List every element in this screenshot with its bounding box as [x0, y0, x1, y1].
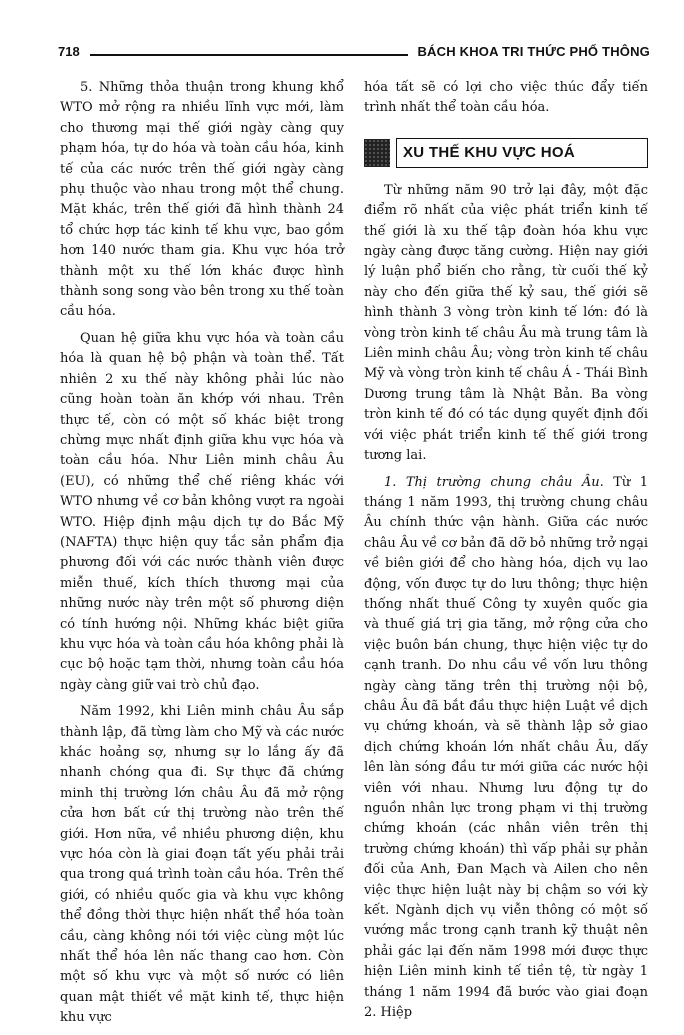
- paragraph: [364, 473, 648, 1024]
- page-number: 718: [58, 44, 80, 59]
- section-marker-icon: [364, 139, 390, 167]
- item-lead: 1. Thị trường chung châu Âu.: [384, 474, 604, 490]
- section-title: XU THẾ KHU VỰC HOÁ: [403, 143, 576, 161]
- paragraph: 5. Những thỏa thuận trong khung khổ WTO mở rộng ra nhiều lĩnh vực mới, làm cho thương mại thế giới ngày càng quy phạm hóa, tự do hóa và toàn cầu hóa, kinh tế của các nước trên thế giới ngày càng phụ thuộc vào nhau trong một thể chung. Mặt khác, trên thế giới đã hình thành 24 tổ chức hợp tác kinh tế khu vực, bao gồm hơn 140 nước tham gia. Khu vực hóa trở thành một xu thế lớn khác được hình thành song song vào bên trong xu thế toàn cầu hóa.: [60, 80, 344, 320]
- item-body: Từ 1 tháng 1 năm 1993, thị trường chung châu Âu chính thức vận hành. Giữa các nước châu Âu về cơ bản đã dỡ bỏ những trở ngại về biên giới để cho hàng hóa, dịch vụ lao động, vốn được tự do lưu thông; thực hiện thống nhất thuế Công ty xuyên quốc gia và thuế giá trị gia tăng, mở rộng cửa cho việc buôn bán chung, thực hiện việc tự do cạnh tranh. Do nhu cầu về vốn lưu thông ngày càng tăng trên thị trường nội bộ, châu Âu đã bắt đầu thực hiện Luật về dịch vụ chứng khoán, và sẽ thành lập sở giao dịch chứng khoán lớn nhất châu Âu, dấy lên làn sóng đầu tư mới giữa các nước hội viên với nhau. Nhưng lưu động tự do nguồn nhân lực trong phạm vi thị trường chứng khoán (các nhân viên trên thị trường chứng khoán) thì vấp phải sự phản đối của Anh, Đan Mạch và Ailen cho nên việc thực hiện luật này bị chậm so với kỳ kết. Ngành dịch vụ viễn thông có một số vướng mắc trong cạnh tranh kỹ thuật nên phải gác lại đến năm 1998 mới được thực hiện Liên minh kinh tế tiền tệ, từ ngày 1 tháng 1 năm 1994 đã bước vào giai đoạn 2. Hiệp: [364, 474, 648, 1021]
- paragraph: Từ những năm 90 trở lại đây, một đặc điểm rõ nhất của việc phát triển kinh tế thế giới là xu thế tập đoàn hóa khu vực ngày càng được tăng cường. Hiện nay giới lý luận phổ biến cho rằng, từ cuối thế kỷ này cho đến giữa thế kỷ sau, thế giới sẽ hình thành 3 vòng tròn kinh tế lớn: đó là vòng tròn kinh tế châu Âu mà trung tâm là Liên minh châu Âu; vòng tròn kinh tế châu Mỹ và vòng tròn kinh tế châu Á - Thái Bình Dương trung tâm là Nhật Bản. Ba vòng tròn kinh tế đó có tác dụng quyết định đối với việc phát triển kinh tế thế giới trong tương lai.: [364, 182, 648, 464]
- paragraph: Năm 1992, khi Liên minh châu Âu sắp thành lập, đã từng làm cho Mỹ và các nước khác hoảng sợ, nhưng sự lo lắng ấy đã nhanh chóng qua đi. Sự thực đã chứng minh thị trường lớn châu Âu đã mở rộng cửa hơn bất cứ thị trường nào trên thế giới. Hơn nữa, về nhiều phương diện, khu vực hóa còn là giai đoạn tất yếu phải trải qua trong quá trình toàn cầu hóa. Trên thế giới, có nhiều quốc gia và khu vực không thể đồng thời thực hiện nhất thể hóa toàn cầu, càng không nói tới việc cùng một lúc nhất thể hóa lên nấc thang cao hơn. Còn một số khu vực và một số nước có liên quan mật thiết về mặt kinh tế, thực hiện khu vực: [60, 704, 344, 1026]
- right-column: [364, 78, 648, 1029]
- page-header: [52, 44, 650, 66]
- paragraph-continuation: hóa tất sẽ có lợi cho việc thúc đẩy tiến trình nhất thể toàn cầu hóa.: [364, 80, 648, 116]
- paragraph: Quan hệ giữa khu vực hóa và toàn cầu hóa là quan hệ bộ phận và toàn thể. Tất nhiên 2 xu thế này không phải lúc nào cũng hoàn toàn ăn khớp với nhau. Trên thực tế, còn có một số khác biệt trong chừng mực nhất định giữa khu vực hóa và toàn cầu hóa. Như Liên minh châu Âu (EU), có những thể chế riêng khác với WTO nhưng về cơ bản không vượt ra ngoài WTO. Hiệp định mậu dịch tự do Bắc Mỹ (NAFTA) thực hiện quy tắc sản phẩm địa phương đối với các nước thành viên được miễn thuế, kích thích thương mại của những nước này trên một số phương diện có tính hướng nội. Những khác biệt giữa khu vực hóa và toàn cầu hóa không phải là cục bộ hoặc tạm thời, nhưng toàn cầu hóa ngày càng giữ vai trò chủ đạo.: [60, 330, 344, 693]
- running-title: BÁCH KHOA TRI THỨC PHỔ THÔNG: [417, 44, 650, 59]
- header-rule: [90, 54, 408, 56]
- section-heading: [364, 137, 648, 169]
- left-column: [60, 78, 344, 1035]
- section-title-frame: [396, 138, 648, 168]
